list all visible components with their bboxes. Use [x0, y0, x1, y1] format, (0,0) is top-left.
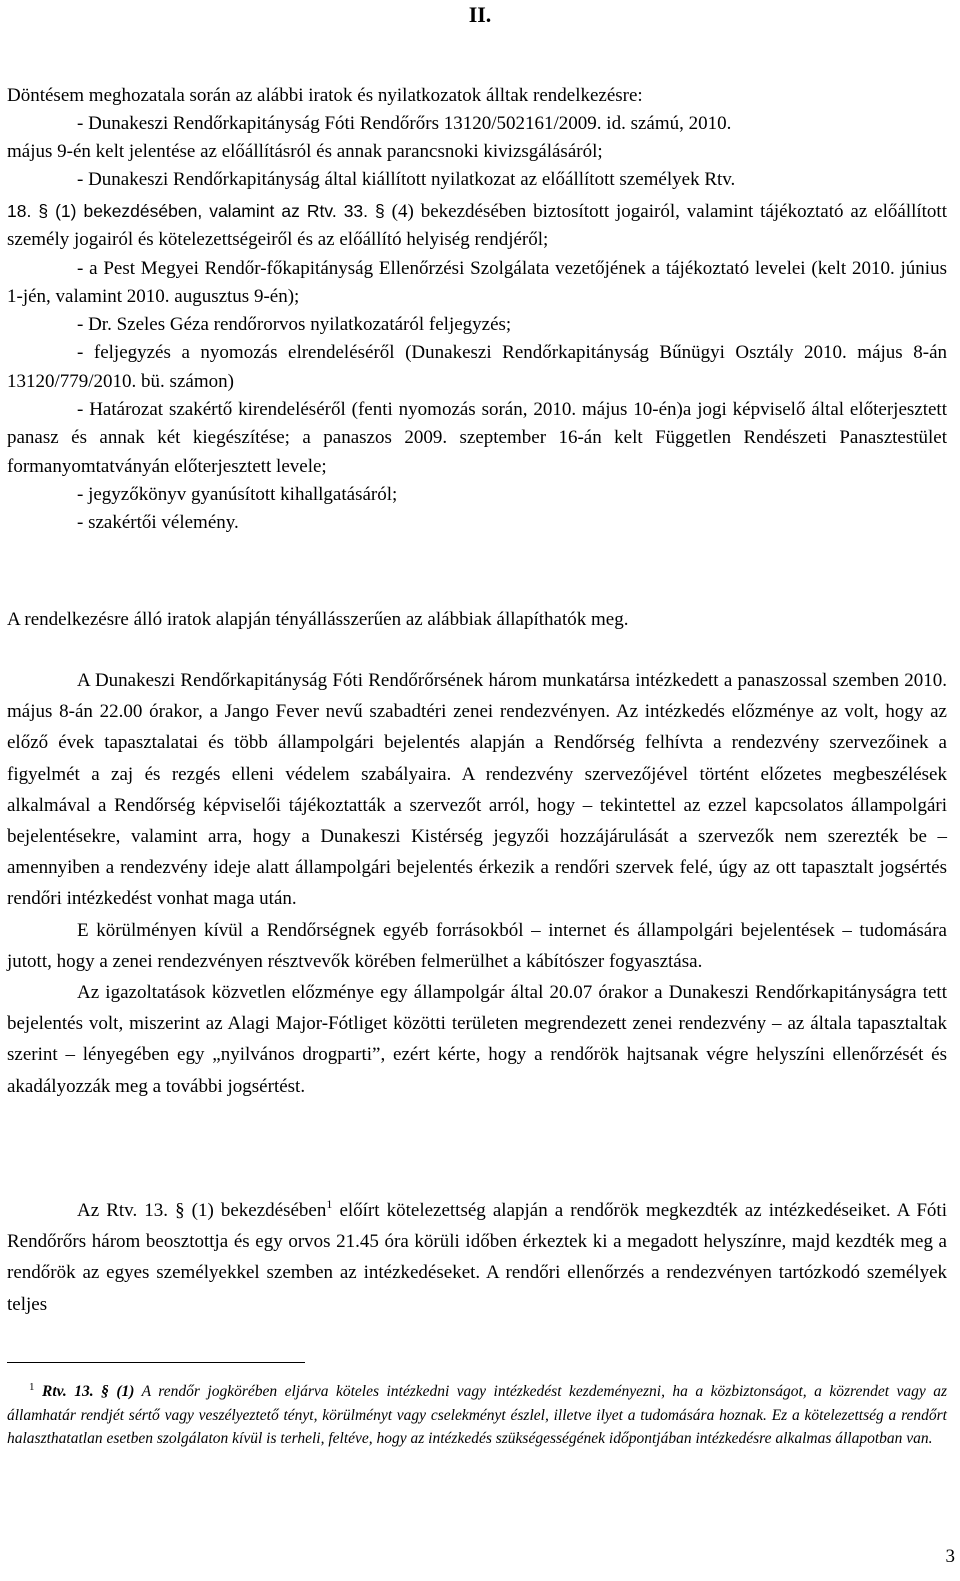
body-paragraph: Az igazoltatások közvetlen előzménye egy állampolgár által 20.07 órakor a Dunakeszi Rendőrkapitányságra tett bejelentés volt, miszerint az Alagi Major-Fótliget közötti területen megrendezett zenei rendezvény – az általa tapasztaltak szerint – lényegében egy „nyilvános drogparti”, ezért kérte, hogy a rendőrök hajtsanak végre helyszíni ellenőrzését és akadályozzák meg a további jogsértést.: [7, 982, 947, 1097]
document-item: - feljegyzés a nyomozás elrendeléséről (Dunakeszi Rendőrkapitányság Bűnügyi Osztály 2010. május 8-án 13120/779/2010. bü. számon): [7, 342, 947, 392]
facts-paragraphs: [7, 665, 947, 1102]
footnote-lead: Rtv. 13. § (1): [41, 1383, 135, 1400]
body-paragraph: E körülményen kívül a Rendőrségnek egyéb forrásokból – internet és állampolgári bejelentések – tudomására jutott, hogy a zenei rendezvényen résztvevők körében felmerülhet a kábítószer fogyasztása.: [7, 919, 947, 972]
documents-list: [7, 197, 947, 538]
document-item-continuation: 18. § (1) bekezdésében, valamint az Rtv. 33. § (4) bekezdésében biztosított jogairól, valamint tájékoztató az előállított személy jogairól és kötelezettségeiről és az előállító helyiség rendjéről;: [7, 201, 947, 251]
rtv-reference: 18. § (1) bekezdésében, valamint az Rtv. 33. §: [7, 201, 385, 221]
document-item: - Dunakeszi Rendőrkapitányság által kiállított nyilatkozat az előállított személyek Rtv.: [77, 169, 736, 190]
footnote-number: 1: [29, 1381, 35, 1393]
body-paragraph: Az Rtv. 13. § (1) bekezdésében$^1$ előírt kötelezettség alapján a rendőrök megkezdték az intézkedéseiket. A Fóti Rendőrőrs három beosztottja és egy orvos 21.45 óra körüli időben érkeztek ki a megadott helyszínre, majd kezdték meg a rendőrök az egyes személyekkel szemben az intézkedéseket. A rendőri ellenőrzés a rendezvényen tartózkodó személyek teljes: [7, 1197, 947, 1315]
document-item: - szakértői vélemény.: [77, 512, 239, 534]
document-item: - Határozat szakértő kirendeléséről (fenti nyomozás során, 2010. május 10-én)a jogi képviselő által előterjesztett panasz és annak két kiegészítése; a panaszos 2009. szeptember 16-án kelt Független Rendészeti Panasztestület formanyomtatványán előterjesztett levele;: [7, 399, 947, 477]
section-heading: II.: [468, 2, 492, 27]
footnote: [7, 1376, 947, 1451]
document-item: - Dr. Szeles Géza rendőrorvos nyilatkozatáról feljegyzés;: [77, 314, 512, 336]
document-item-continuation: május 9-én kelt jelentése az előállításról és annak parancsnoki kivizsgálásáról;: [7, 141, 603, 162]
intro-line: Döntésem meghozatala során az alábbi iratok és nyilatkozatok álltak rendelkezésre:: [7, 85, 643, 106]
facts-intro: A rendelkezésre álló iratok alapján tényállásszerűen az alábbiak állapíthatók meg.: [7, 609, 629, 630]
measures-paragraph: [7, 1195, 947, 1320]
document-item: - a Pest Megyei Rendőr-főkapitányság Ellenőrzési Szolgálata vezetőjének a tájékoztató levelei (kelt 2010. június 1-jén, valamint 2010. augusztus 9-én);: [7, 257, 947, 307]
document-item: - jegyzőkönyv gyanúsított kihallgatásáról;: [77, 483, 398, 505]
document-item: - Dunakeszi Rendőrkapitányság Fóti Rendőrőrs 13120/502161/2009. id. számú, 2010.: [77, 113, 732, 134]
body-paragraph: A Dunakeszi Rendőrkapitányság Fóti Rendőrőrsének három munkatársa intézkedett a panaszossal szemben 2010. május 8-án 22.00 órakor, a Jango Fever nevű szabadtéri zenei rendezvényen. Az intézkedés előzménye az volt, hogy az előző évek tapasztalatai és több állampolgári bejelentés alapján a Rendőrség felhívta a rendezvény szervezőinek a figyelmét a zaj és rezgés elleni védelem szabályaira. A rendezvény szervezőjével történt előzetes megbeszélések alkalmával a Rendőrség képviselői tájékoztatták a szervezőt arról, hogy – tekintettel az ezzel kapcsolatos állampolgári bejelentésekre, valamint arra, hogy a Dunakeszi Kistérség jegyzői hozzájárulását a szervezők nem szerezték be – amennyiben a rendezvény ideje alatt állampolgári bejelentés érkezik a rendőri szervek felé, úgy az ott tapasztalt jogsértés rendőri intézkedést vonhat maga után.: [7, 670, 947, 910]
footnote-text: A rendőr jogkörében eljárva köteles intézkedni vagy intézkedést kezdeményezni, ha a közbiztonságot, a közrendet vagy az államhatár rendjét sértő vagy veszélyeztető tényt, körülményt vagy cselekményt észlel, illetve ilyet a tudomására hoznak. Ez a kötelezettség a rendőrt halaszthatatlan esetben szolgálaton kívül is terheli, feltéve, hogy az intézkedés szükségességének időpontjában intézkedésre alkalmas állapotban van.: [7, 1383, 948, 1448]
footnote-reference: 1: [326, 1197, 333, 1211]
footnote-divider: [7, 1362, 305, 1363]
page-number: 3: [945, 1546, 955, 1567]
